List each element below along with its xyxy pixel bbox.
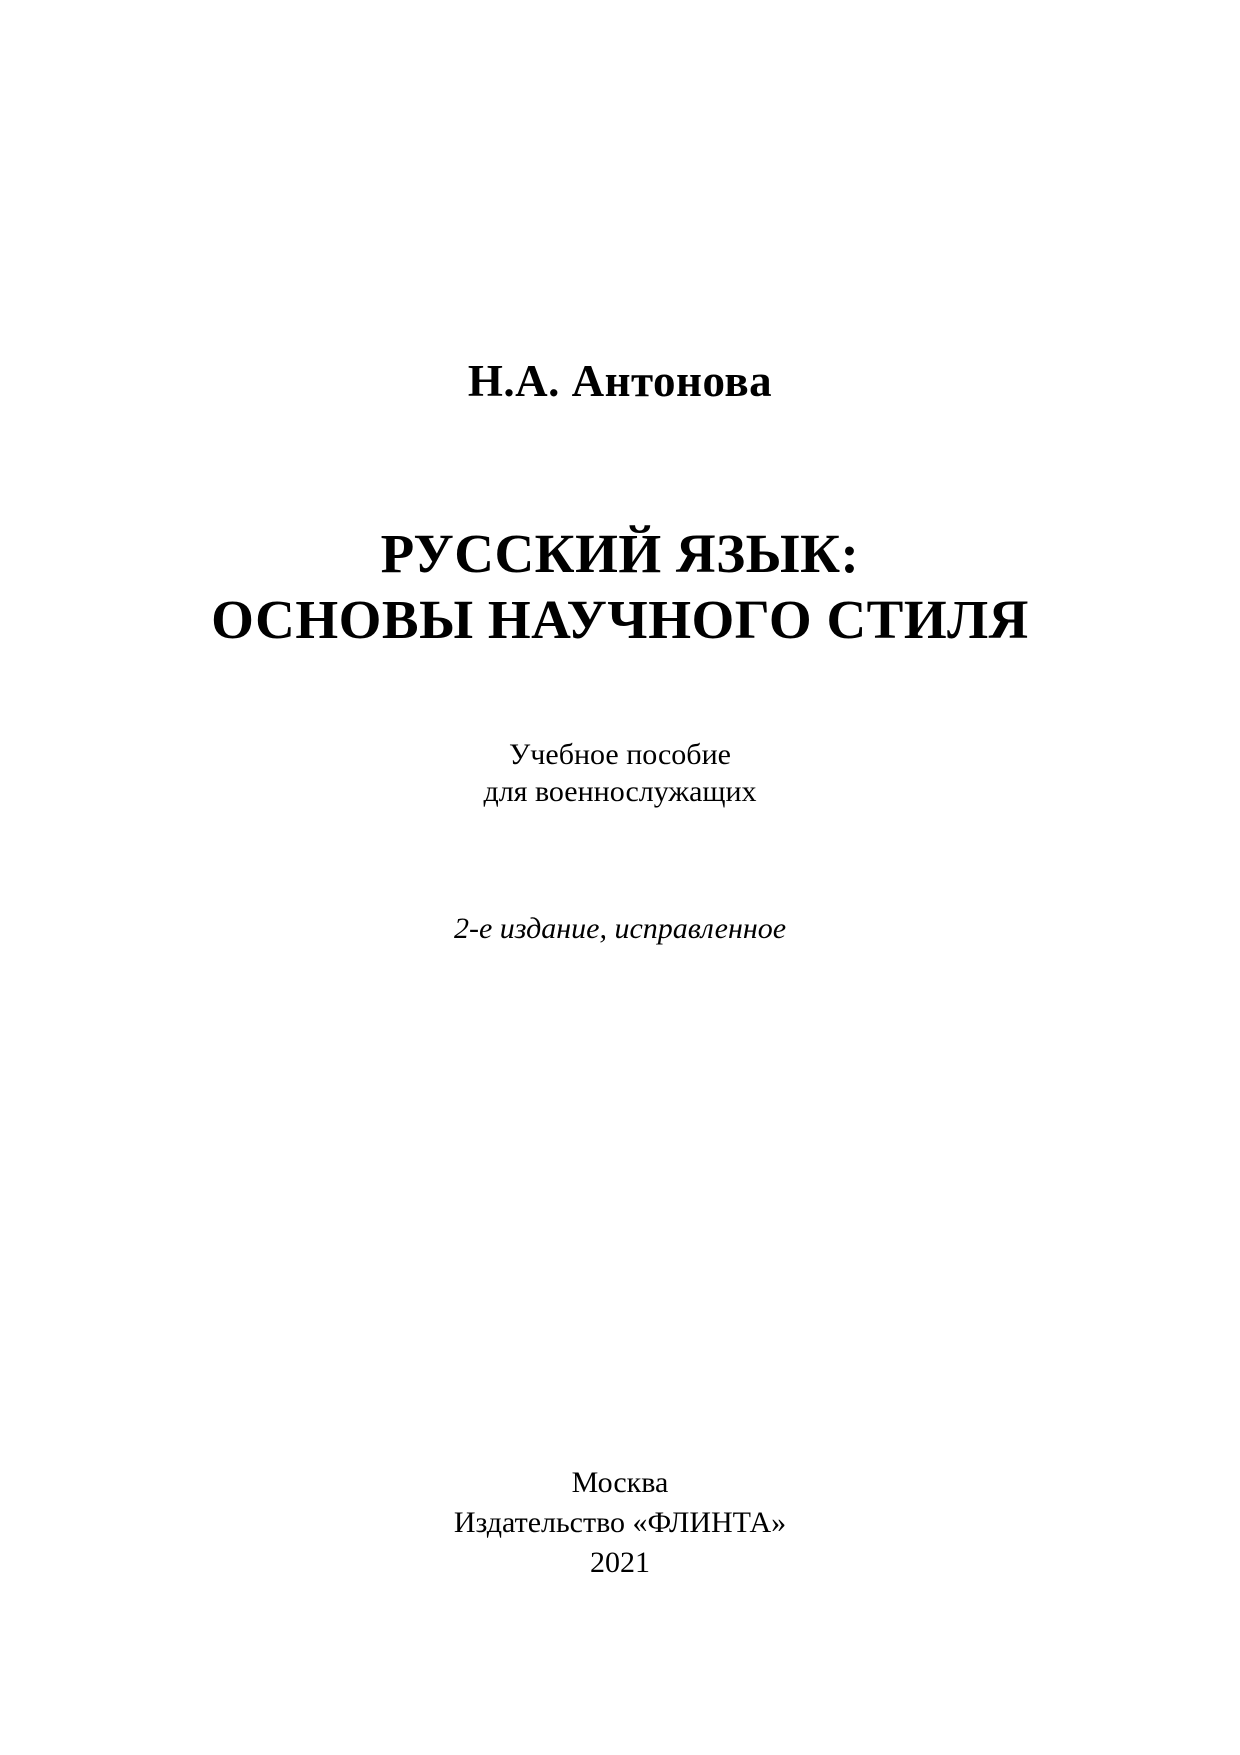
book-title-line-1: РУССКИЙ ЯЗЫК: [380, 523, 860, 584]
subtitle-line-2: для военнослужащих [483, 775, 757, 808]
book-title-line-2: ОСНОВЫ НАУЧНОГО СТИЛЯ [211, 589, 1029, 650]
subtitle-line-1: Учебное пособие [509, 738, 731, 771]
imprint-year: 2021 [590, 1546, 650, 1579]
imprint-publisher: Издательство «ФЛИНТА» [453, 1506, 787, 1539]
edition-note: 2-е издание, исправленное [453, 912, 787, 945]
imprint-city: Москва [571, 1466, 669, 1499]
author-name: Н.А. Антонова [467, 356, 773, 406]
